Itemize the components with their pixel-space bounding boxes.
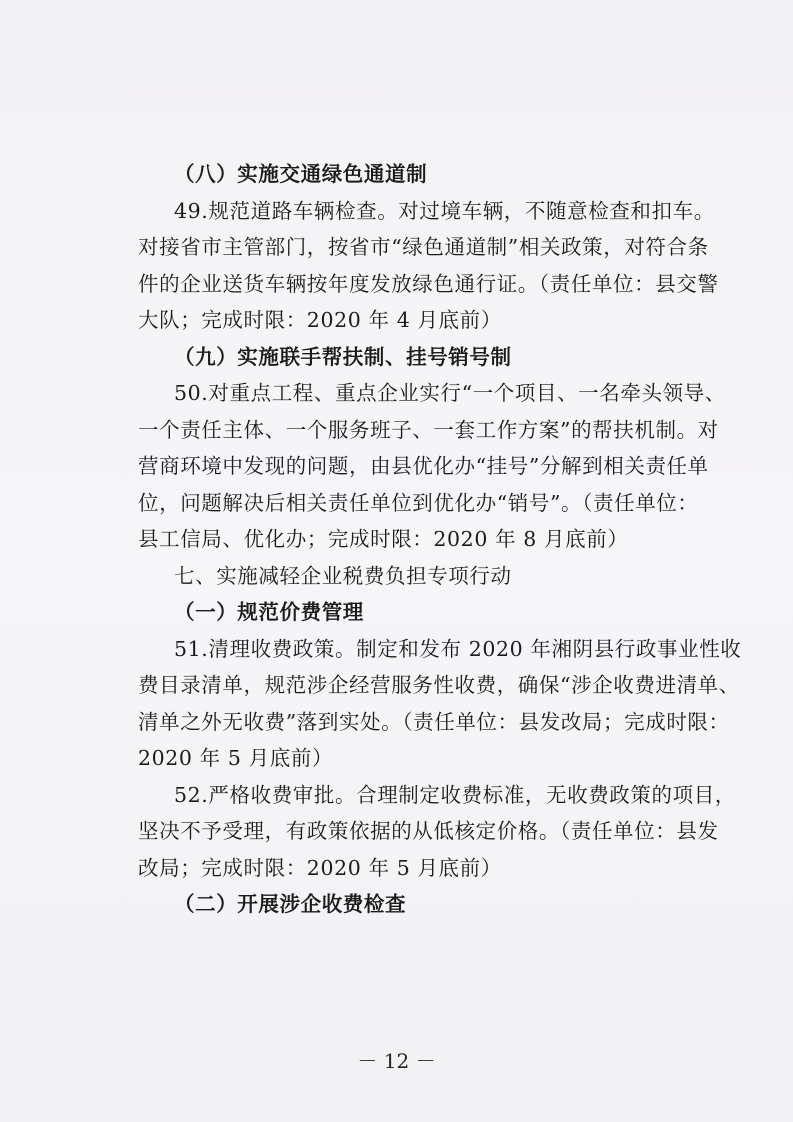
paragraph-line: 大队；完成时限：2020 年 4 月底前）	[138, 308, 502, 332]
paragraph-line: 件的企业送货车辆按年度发放绿色通行证。（责任单位：县交警	[138, 271, 719, 296]
section-heading: （九）实施联手帮扶制、挂号销号制	[174, 344, 512, 369]
paragraph-line: 49.规范道路车辆检查。对过境车辆，不随意检查和扣车。	[174, 198, 715, 223]
section-heading: （二）开展涉企收费检查	[174, 892, 407, 916]
paragraph-line: 位，问题解决后相关责任单位到优化办“销号”。（责任单位：	[138, 490, 699, 515]
paragraph-line: 清单之外无收费”落到实处。（责任单位：县发改局；完成时限：	[138, 709, 730, 734]
paragraph-line: 50.对重点工程、重点企业实行“一个项目、一名牵头领导、	[174, 381, 726, 405]
document-body	[138, 156, 742, 923]
page-number: － 12 －	[357, 1049, 436, 1073]
paragraph-line: 对接省市主管部门，按省市“绿色通道制”相关政策，对符合条	[138, 235, 709, 259]
paragraph-line: 2020 年 5 月底前）	[138, 746, 334, 770]
paragraph-line: 县工信局、优化办；完成时限：2020 年 8 月底前）	[138, 527, 629, 551]
paragraph-line: 改局；完成时限：2020 年 5 月底前）	[138, 855, 502, 880]
section-heading: （八）实施交通绿色通道制	[174, 162, 428, 186]
paragraph-line: 一个责任主体、一个服务班子、一套工作方案”的帮扶机制。对	[138, 417, 719, 442]
paragraph-line: 营商环境中发现的问题，由县优化办“挂号”分解到相关责任单	[138, 454, 709, 478]
paragraph-line: 坚决不予受理，有政策依据的从低核定价格。（责任单位：县发	[138, 819, 719, 843]
paragraph-line: 费目录清单，规范涉企经营服务性收费，确保“涉企收费进清单、	[138, 673, 740, 697]
paragraph-line: 51.清理收费政策。制定和发布 2020 年湘阴县行政事业性收	[174, 636, 742, 661]
section-heading: （一）规范价费管理	[174, 600, 364, 624]
paragraph-line: 52.严格收费审批。合理制定收费标准，无收费政策的项目，	[174, 782, 736, 807]
chapter-heading: 七、实施减轻企业税费负担专项行动	[174, 563, 512, 588]
